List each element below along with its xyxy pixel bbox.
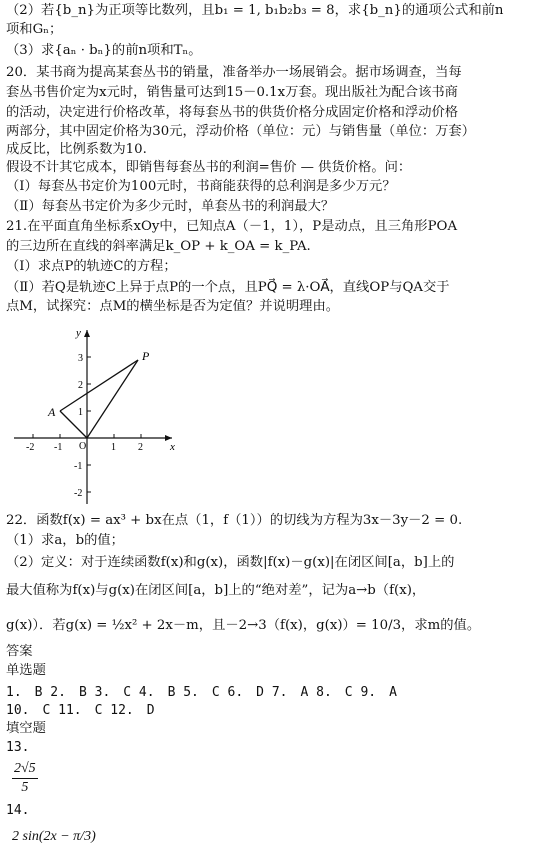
label-x: x [170,441,175,453]
single-choice-answers-row1: 1. B 2. B 3. C 4. B 5. C 6. D 7. A 8. C 9. A [6,685,397,700]
text-line: （2）定义：对于连续函数f(x)和g(x)，函数|f(x)－g(x)|在闭区间[a，b]上的 [6,555,455,570]
text-line: 套丛书售价定为x元时，销售量可达到15－0.1x万套。现出版社为配合该书商 [6,85,458,100]
x-tick-label: 2 [138,442,143,453]
coordinate-figure [12,322,192,507]
text-line: （1）求a，b的值； [6,533,124,548]
text-line: （Ⅱ）每套丛书定价为多少元时，单套丛书的利润最大？ [6,199,335,214]
text-line: 的三边所在直线的斜率满足k_OP + k_OA = k_PA. [6,239,311,254]
text-line: 两部分，其中固定价格为30元，浮动价格（单位：元）与销售量（单位：万套） [6,124,476,139]
y-tick-label: 1 [78,407,83,418]
y-tick-label: 2 [78,380,83,391]
text-line: （Ⅰ）每套丛书定价为100元时，书商能获得的总利润是多少万元？ [6,179,396,194]
text-line: 21.在平面直角坐标系xOy中，已知点A（－1，1），P是动点，且三角形POA [6,219,458,234]
label-P: P [142,349,150,363]
answers-heading: 答案 [6,644,33,659]
q13-answer [12,760,38,797]
y-tick-label: -2 [74,488,83,499]
segment-AP [60,360,138,411]
text-line: 22．函数f(x) = ax³ + bx在点（1，f（1））的切线为方程为3x－3y－2 = 0. [6,513,463,528]
segment-OP [87,360,138,438]
single-choice-answers-row2: 10. C 11. C 12. D [6,703,155,718]
text-line: （Ⅱ）若Q是轨迹C上异于点P的一个点，且PQ⃗ = λ·OA⃗，直线OP与QA交于 [6,280,450,295]
text-line: 项和Gₙ； [6,22,63,37]
y-axis-arrow [84,330,90,337]
label-y: y [76,327,81,339]
q13-label: 13. [6,740,30,755]
label-O: O [79,441,87,452]
text-line: 的活动，决定进行价格改革，将每套丛书的供货价格分成固定价格和浮动价格 [6,105,459,120]
text-line: 最大值称为f(x)与g(x)在闭区间[a，b]上的“绝对差”，记为a→b（f(x)， [6,583,426,598]
fill-blank-label: 填空题 [6,721,46,736]
q13-denominator: 5 [21,780,29,795]
text-line: 假设不计其它成本，即销售每套丛书的利润=售价 — 供货价格。问： [6,160,412,175]
text-line: 成反比，比例系数为10. [6,142,147,157]
x-tick-label: 1 [111,442,116,453]
q14-label: 14. [6,803,30,818]
text-line: （2）若{b_n}为正项等比数列，且b₁ = 1, b₁b₂b₃ = 8，求{b_n}的通项公式和前n [6,3,504,18]
single-choice-label: 单选题 [6,663,46,678]
text-line: 20．某书商为提高某套丛书的销量，准备举办一场展销会。据市场调查，当每 [6,65,462,80]
x-tick-label: -1 [54,442,63,453]
text-line: 点M，试探究：点M的横坐标是否为定值？并说明理由。 [6,299,340,314]
text-line: g(x)）．若g(x) = ½x² + 2x－m，且－2→3（f(x)，g(x)）= 10/3，求m的值。 [6,618,481,633]
x-tick-label: -2 [26,442,35,453]
text-line: （Ⅰ）求点P的轨迹C的方程； [6,259,177,274]
text-line: （3）求{aₙ · bₙ}的前n项和Tₙ。 [6,43,202,58]
y-tick-label: 3 [78,353,83,364]
q14-answer: 2 sin(2x − π/3) [12,829,96,844]
y-tick-label: -1 [74,461,83,472]
q13-numerator: 2√5 [12,760,38,779]
label-A: A [48,405,56,419]
